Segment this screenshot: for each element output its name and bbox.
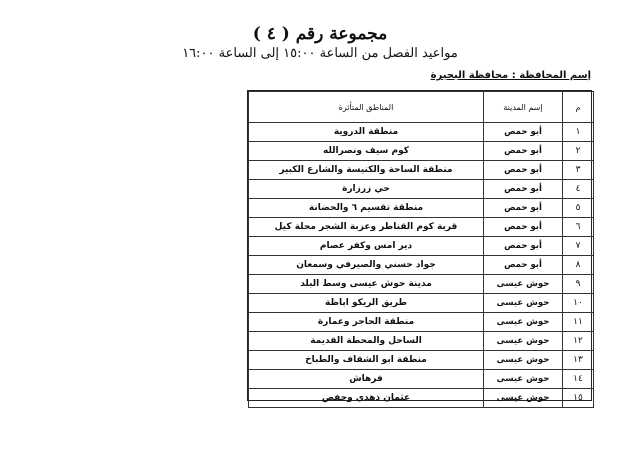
row-number: ٦ [563, 218, 594, 237]
document-title: مجموعة رقم ( ٤ ) [252, 24, 388, 44]
row-number: ١٣ [563, 351, 594, 370]
row-area: دير امس وكفر عصام [249, 237, 484, 256]
row-city: حوش عيسى [484, 313, 563, 332]
row-number: ٢ [563, 142, 594, 161]
row-number: ١٤ [563, 370, 594, 389]
row-number: ٧ [563, 237, 594, 256]
row-city: أبو حمص [484, 161, 563, 180]
row-city: أبو حمص [484, 237, 563, 256]
table-row [249, 256, 594, 275]
table-row [249, 351, 594, 370]
row-number: ٤ [563, 180, 594, 199]
row-city: أبو حمص [484, 199, 563, 218]
row-city: حوش عيسى [484, 275, 563, 294]
table-row [249, 370, 594, 389]
row-area: منطقة ابو الشقاف والطباخ [249, 351, 484, 370]
row-city: حوش عيسى [484, 332, 563, 351]
row-area: منطقة تقسيم ٦ والحضانة [249, 199, 484, 218]
table-row [249, 294, 594, 313]
table-row [249, 332, 594, 351]
row-area: منطقة الساحة والكنيسة والشارع الكبير [249, 161, 484, 180]
table-row [249, 161, 594, 180]
table-row [249, 218, 594, 237]
row-number: ٩ [563, 275, 594, 294]
row-number: ١٥ [563, 389, 594, 408]
table-row [249, 313, 594, 332]
governorate-label: إسم المحافظة : محافظة البحيرة [430, 70, 591, 81]
table-row [249, 142, 594, 161]
row-city: حوش عيسى [484, 294, 563, 313]
table-row [249, 123, 594, 142]
table-header-row [249, 92, 594, 123]
row-number: ١ [563, 123, 594, 142]
row-area: حي زرزارة [249, 180, 484, 199]
header-number: م [563, 92, 594, 123]
row-number: ٥ [563, 199, 594, 218]
header-city: إسم المدينة [484, 92, 563, 123]
row-area: فرهاش [249, 370, 484, 389]
affected-areas-table [247, 90, 592, 401]
schedule-subtitle: مواعيد الفصل من الساعة ١٥:٠٠ إلى الساعة ١٦:٠٠ [182, 46, 458, 61]
row-number: ٣ [563, 161, 594, 180]
row-city: أبو حمص [484, 142, 563, 161]
table-row [249, 237, 594, 256]
row-city: أبو حمص [484, 256, 563, 275]
row-city: حوش عيسى [484, 370, 563, 389]
row-area: جواد حسني والصيرفي وسمعان [249, 256, 484, 275]
row-city: حوش عيسى [484, 389, 563, 408]
row-city: أبو حمص [484, 180, 563, 199]
row-area: مدينة حوش عيسى وسط البلد [249, 275, 484, 294]
row-city: أبو حمص [484, 218, 563, 237]
row-area: كوم سيف ونصرالله [249, 142, 484, 161]
header-areas: المناطق المتأثرة [249, 92, 484, 123]
row-city: أبو حمص [484, 123, 563, 142]
row-city: حوش عيسى [484, 351, 563, 370]
table-row [249, 275, 594, 294]
table-row [249, 389, 594, 408]
row-area: قرية كوم القناطر وعزبة الشجر محلة كيل [249, 218, 484, 237]
row-area: طريق الريكو اباظة [249, 294, 484, 313]
table-row [249, 180, 594, 199]
row-number: ١١ [563, 313, 594, 332]
row-area: عثمان ذهدي وحفص [249, 389, 484, 408]
row-area: الساحل والمحطة القديمة [249, 332, 484, 351]
row-area: منطقة الحاجر وعمارة [249, 313, 484, 332]
row-number: ٨ [563, 256, 594, 275]
row-area: منطقة الدروية [249, 123, 484, 142]
row-number: ١٠ [563, 294, 594, 313]
table-row [249, 199, 594, 218]
row-number: ١٢ [563, 332, 594, 351]
